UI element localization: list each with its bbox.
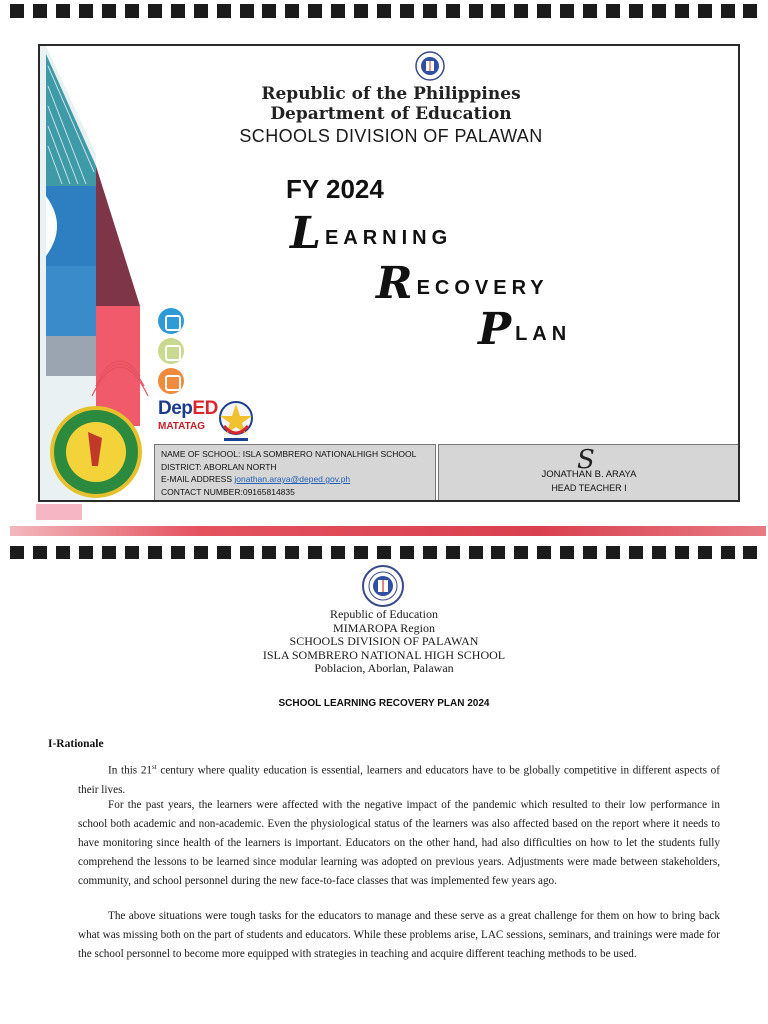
signature-icon: S: [577, 445, 595, 475]
republic-title: Republic of the Philippines: [261, 84, 521, 104]
header-republic: Republic of Education: [330, 607, 438, 621]
paragraph-1-rest: century where quality education is essential, learners and educators have to be globally competitive in different aspects of their lives.: [78, 764, 721, 796]
header-school: ISLA SOMBRERO NATIONAL HIGH SCHOOL: [262, 647, 506, 662]
deped-logo-text: Dep: [158, 398, 193, 419]
division-title: SCHOOLS DIVISION OF PALAWAN: [239, 126, 543, 146]
school-email-row: [161, 473, 429, 486]
signatory-title: HEAD TEACHER I: [551, 483, 627, 493]
document-title: SCHOOL LEARNING RECOVERY PLAN 2024: [278, 698, 490, 709]
paragraph-2: For the past years, the learners were affected with the negative impact of the pandemic which resulted to their low performance in school both academic and non-academic. Even the physiological status of the learners was also affected based on the report where it needs to have monitoring since health of the learners is important. Educators on the other hand, had also difficulties on how to let the students fully comprehend the lessons to be learned since modular learning was adopted on previous years. Adjustments were made between stakeholders, community, and school personnel during the new face-to-face classes that was implemented few years ago.: [78, 799, 720, 887]
header-region: MIMAROPA Region: [333, 620, 435, 635]
page-divider-bar: [10, 526, 766, 536]
title-initial: P: [478, 304, 512, 355]
spiral-binding-middle: [0, 544, 768, 560]
school-contact: CONTACT NUMBER:09165814835: [161, 486, 295, 497]
wellness-icon: [158, 338, 184, 364]
paragraph-1-start: In this 21: [108, 764, 153, 777]
signatory-box: [438, 444, 740, 502]
title-word-recovery: [376, 258, 549, 309]
bagong-pilipinas-logo-icon: [216, 396, 256, 446]
paragraph-1: [78, 758, 720, 800]
section-heading: I-Rationale: [48, 738, 104, 750]
cover-edge-decoration: [36, 504, 82, 520]
title-rest: LAN: [515, 323, 572, 345]
department-title: Department of Education: [270, 104, 512, 124]
signatory-name: JONATHAN B. ARAYA: [541, 469, 637, 480]
email-link[interactable]: jonathan.araya@deped.gov.ph: [234, 474, 351, 484]
deped-logo: [158, 398, 218, 432]
deped-logo-text-red: ED: [192, 398, 218, 419]
matatag-label: MATATAG: [158, 421, 206, 432]
hands-icon: [158, 368, 184, 394]
paragraph-3: The above situations were tough tasks for the educators to manage and these serve as a great challenge for them on how to bring back what was missing both on the part of students and educators. While these problems arise, LAC sessions, seminars, and trainings were made for the school personnel to become more equipped with strategies in teaching and acquire different teaching methods to be used.: [78, 910, 720, 960]
title-word-learning: [290, 208, 453, 259]
deped-seal-icon: [362, 565, 404, 607]
title-initial: R: [376, 258, 413, 309]
wheelchair-icon: [158, 308, 184, 334]
fiscal-year: FY 2024: [286, 174, 384, 204]
school-name: NAME OF SCHOOL: ISLA SOMBRERO NATIONALHIGH SCHOOL: [161, 449, 417, 459]
spiral-binding-top: [0, 4, 768, 18]
header-division: SCHOOLS DIVISION OF PALAWAN: [289, 634, 479, 648]
ordinal-suffix: st: [152, 763, 157, 771]
email-label: E-MAIL ADDRESS: [161, 474, 233, 484]
deped-seal-icon: [415, 51, 445, 81]
cover-page: [38, 44, 740, 502]
title-rest: EARNING: [324, 227, 453, 249]
header-address: Poblacion, Aborlan, Palawan: [314, 661, 454, 675]
school-info-box: [154, 444, 436, 502]
title-initial: L: [290, 208, 321, 259]
title-word-plan: [478, 304, 572, 355]
school-district: DISTRICT: ABORLAN NORTH: [161, 461, 277, 472]
title-rest: ECOVERY: [416, 277, 549, 299]
